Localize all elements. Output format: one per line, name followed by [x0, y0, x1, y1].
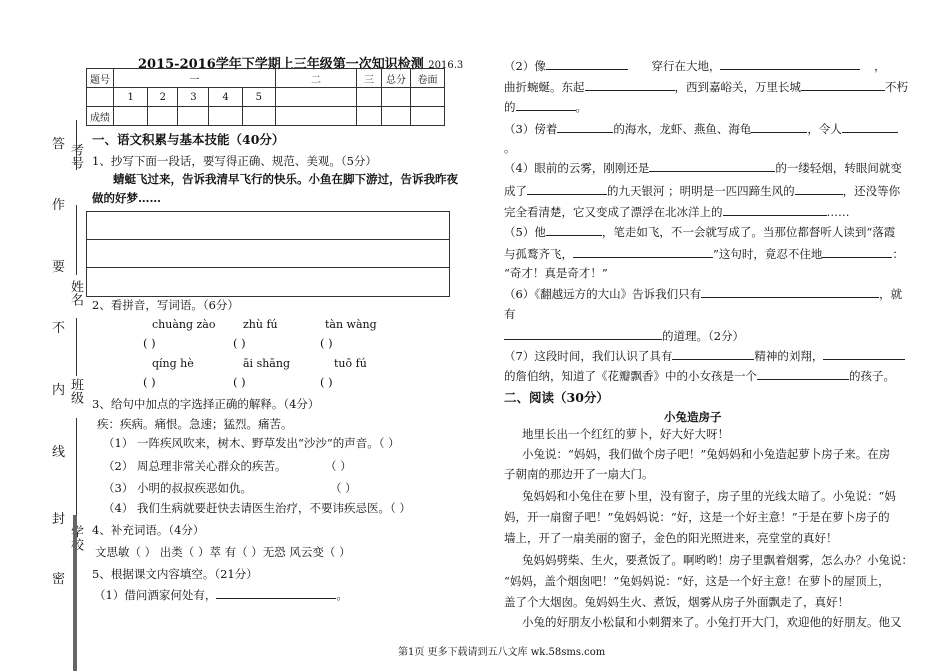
- banji-label: 班级: [68, 378, 83, 404]
- pinyin-answer[interactable]: ( ): [233, 375, 246, 389]
- pinyin-answer[interactable]: ( ): [143, 336, 156, 350]
- pinyin-answer[interactable]: ( ): [143, 375, 156, 389]
- pinyin: tàn wàng: [325, 318, 377, 331]
- q3-item: （4） 我们生病就要赶快去请医生治疗，不要讳疾忌医。（ ）: [103, 501, 411, 515]
- r-q3-end: 。: [504, 141, 516, 155]
- seal-char: 密: [52, 572, 66, 587]
- copy-writing-box[interactable]: [86, 211, 450, 297]
- q5-1: （1）借问酒家何处有， 。: [94, 588, 348, 602]
- pinyin: zhù fú: [243, 318, 278, 331]
- answer-blank[interactable]: [757, 367, 849, 380]
- score-table: 题号 一 二 三 总分 卷面 1 2 3 4 5 成绩: [86, 68, 445, 126]
- answer-blank[interactable]: [585, 78, 675, 91]
- r-q4-line1: （4）眼前的云雾，刚刚还是 的一缕轻烟，转眼间就变: [504, 161, 902, 175]
- q4-words: 文思敏（ ） 出类（ ）萃 有（ ）无恐 风云变（ ）: [95, 545, 351, 559]
- answer-blank[interactable]: [216, 586, 336, 599]
- r-q6-line1: （6）《翻越远方的大山》告诉我们只有 ，就: [504, 287, 903, 301]
- answer-blank[interactable]: [527, 182, 607, 195]
- question-3: 3、给句中加点的字选择正确的解释。（4分）: [92, 397, 320, 411]
- question-2: 2、看拼音，写词语。（6分）: [92, 298, 239, 312]
- title-date: 2016.3: [428, 60, 464, 71]
- q3-answer[interactable]: （ ）: [325, 459, 352, 473]
- q3-options: 疾：疾病。痛恨。急速；猛烈。痛苦。: [97, 417, 293, 431]
- story-paragraph: 墙上，开了一扇美丽的窗子，金色的阳光照进来，亮堂堂的真好！: [504, 531, 838, 545]
- story-title: 小兔造房子: [664, 410, 722, 424]
- r-q7-line2: 的詹伯纳，知道了《花瓣飘香》中的小女孩是一个 的孩子。: [504, 369, 895, 383]
- r-q4-line2: 成了 的九天银河 ；明明是一匹四蹄生风的 ，还没等你: [504, 184, 901, 198]
- pinyin: chuàng zào: [152, 318, 216, 331]
- question-4: 4、补充词语。（4分）: [92, 523, 205, 537]
- r-q6-line3: 的道理。（2分）: [504, 327, 744, 344]
- r-q2-line1: （2）像 穿行在大地， ，: [504, 59, 886, 73]
- q3-answer[interactable]: （ ）: [330, 481, 357, 495]
- r-q5-line2: 与孤鹜齐飞， ”这句时，竟忍不住地 ：: [504, 247, 904, 261]
- story-paragraph: “妈妈，盖个烟囱吧！”兔妈妈说：“好，这是一个好主意！在萝卜的屋顶上，: [504, 574, 890, 588]
- r-q6-line2: 有: [504, 307, 516, 321]
- answer-blank[interactable]: [822, 245, 892, 258]
- q3-item: （3） 小明的叔叔疾恶如仇。: [103, 481, 252, 495]
- r-q2-line2: 曲折蜿蜒。东起 ，西到嘉峪关，万里长城 不朽: [504, 80, 908, 94]
- xuexiao-line: [76, 418, 78, 518]
- seal-char: 不: [52, 321, 66, 336]
- story-paragraph: 盖了个大烟囱。兔妈妈生火、煮饭，烟雾从房子外面飘走了，真好！: [504, 595, 849, 609]
- answer-blank[interactable]: [672, 347, 754, 360]
- kaohao-line: [76, 120, 78, 170]
- answer-blank[interactable]: [720, 57, 860, 70]
- answer-blank[interactable]: [701, 285, 879, 298]
- pinyin-answer[interactable]: ( ): [233, 336, 246, 350]
- copy-text-line2: 做的好梦……: [92, 191, 161, 205]
- answer-blank[interactable]: [649, 159, 775, 172]
- name-label: 姓名: [68, 280, 83, 306]
- story-paragraph: 兔妈妈和小兔住在萝卜里，没有窗子，房子里的光线太暗了。小兔说：“妈: [522, 489, 896, 503]
- page-footer: 第1页 更多下载请到五八文库 wk.58sms.com: [398, 647, 606, 658]
- question-1: 1、抄写下面一段话，要写得正确、规范、美观。（5分）: [92, 154, 377, 168]
- story-paragraph: 子朝南的那边开了一扇大门。: [504, 467, 654, 481]
- story-paragraph: 兔妈妈劈柴、生火，要煮饭了。啊哟哟！房子里飘着烟雾，怎么办？小兔说：: [522, 553, 913, 567]
- q3-item: （2） 周总理非常关心群众的疾苦。: [103, 459, 287, 473]
- question-5: 5、根据课文内容填空。（21分）: [92, 567, 258, 581]
- seal-char: 要: [52, 260, 66, 275]
- seal-char: 答: [52, 137, 66, 152]
- pinyin: āi shāng: [243, 357, 290, 370]
- r-q7-line1: （7）这段时间，我们认识了具有 精神的刘翔，: [504, 347, 905, 364]
- pinyin: qíng hè: [152, 357, 194, 370]
- section-2-heading: 二、阅读（30分）: [504, 390, 609, 405]
- answer-blank[interactable]: [504, 327, 662, 340]
- answer-blank[interactable]: [842, 120, 898, 133]
- answer-blank[interactable]: [557, 120, 613, 133]
- answer-blank[interactable]: [723, 203, 827, 216]
- answer-blank[interactable]: [823, 347, 905, 360]
- seal-char: 线: [52, 445, 66, 460]
- answer-blank[interactable]: [795, 182, 843, 195]
- r-q5-line3: “奇才！真是奇才！”: [504, 266, 608, 280]
- kaohao-label: 考号: [68, 143, 83, 169]
- r-q4-line3: 完全看清楚，它又变成了漂浮在北冰洋上的 ……: [504, 205, 850, 219]
- pinyin-answer[interactable]: ( ): [320, 336, 333, 350]
- answer-blank[interactable]: [546, 57, 628, 70]
- copy-text-line1: 蜻蜓飞过来，告诉我清早飞行的快乐。小鱼在脚下游过，告诉我昨夜: [113, 172, 458, 186]
- name-line: [76, 205, 78, 275]
- page-title: 2015-2016学年下学期上三年级第一次知识检测 2016.3: [138, 57, 464, 72]
- answer-blank[interactable]: [801, 78, 885, 91]
- banji-line: [76, 318, 78, 376]
- q3-item: （1） 一阵疾风吹来，树木、野草发出“沙沙”的声音。（ ）: [103, 436, 400, 450]
- r-q2-line3: 的 。: [504, 100, 587, 114]
- r-q3: （3）傍着 的海水，龙虾、燕鱼、海龟 ，令人: [504, 120, 898, 137]
- answer-blank[interactable]: [546, 223, 602, 236]
- r-q5-line1: （5）他 ，笔走如飞，不一会就写成了。当那位都督听人读到“落霞: [504, 225, 896, 239]
- seal-char: 封: [52, 512, 66, 527]
- section-1-heading: 一、语文积累与基本技能（40分）: [92, 132, 285, 147]
- gutter-bar: [73, 515, 77, 671]
- pinyin-answer[interactable]: ( ): [320, 375, 333, 389]
- story-paragraph: 妈，开一扇窗子吧！”兔妈妈说：“好，这是一个好主意！”于是在萝卜房子的: [504, 510, 890, 524]
- story-paragraph: 小兔的好朋友小松鼠和小刺猬来了。小兔打开大门，欢迎他的好朋友。他又: [522, 615, 902, 629]
- pinyin: tuō fú: [334, 357, 367, 370]
- seal-char: 作: [52, 198, 66, 213]
- answer-blank[interactable]: [516, 98, 576, 111]
- answer-blank[interactable]: [751, 120, 807, 133]
- story-paragraph: 地里长出一个红红的萝卜，好大好大呀！: [522, 427, 729, 441]
- answer-blank[interactable]: [573, 245, 713, 258]
- seal-char: 内: [52, 383, 66, 398]
- story-paragraph: 小兔说：“妈妈，我们做个房子吧！”兔妈妈和小兔造起萝卜房子来。在房: [522, 447, 891, 461]
